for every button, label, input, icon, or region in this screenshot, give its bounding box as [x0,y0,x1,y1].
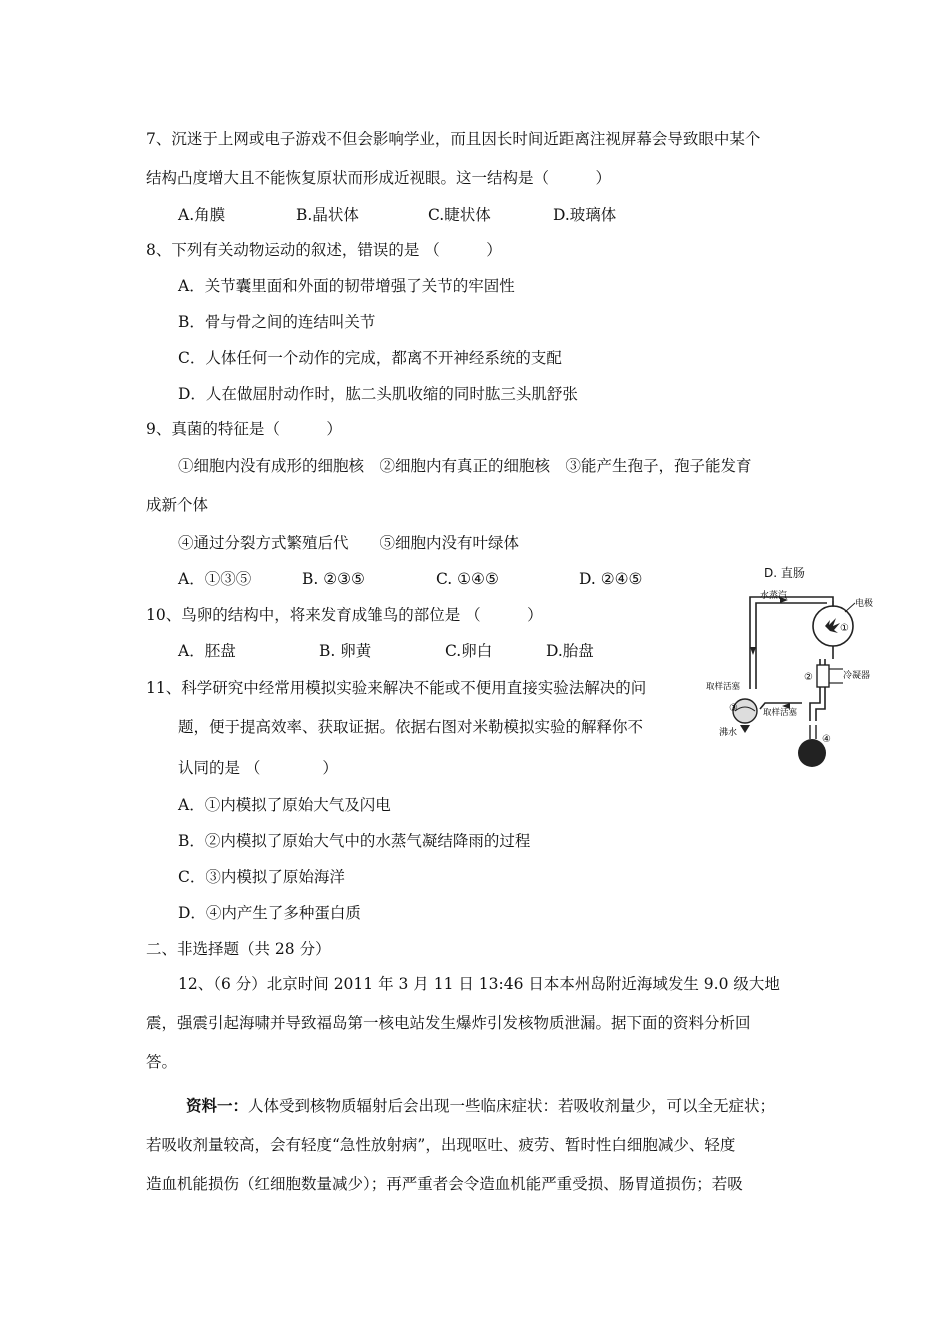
q7-option-a: A.角膜 [178,206,226,224]
material-1-label: 资料一： [186,1096,249,1115]
label-number-2: ② [804,672,813,683]
q11-stem-line1: 11、科学研究中经常用模拟实验来解决不能或不便用直接实验法解决的问 [146,679,647,697]
q7-stem-line1: 7、沉迷于上网或电子游戏不但会影响学业，而且因长时间近距离注视屏幕会导致眼中某个 [146,130,761,148]
label-condenser: 冷凝器 [843,671,871,681]
q9-option-c: C. ①④⑤ [436,570,499,588]
q12-stem-line1: 12、（6 分）北京时间 2011 年 3 月 11 日 13:46 日本本州岛附近海域发生 9.0 级大地 [178,975,780,993]
q11-option-b: B．②内模拟了原始大气中的水蒸气凝结降雨的过程 [178,832,531,850]
q10-stem: 10、鸟卵的结构中，将来发育成雏鸟的部位是 （ ） [146,606,543,624]
q7-stem-line2: 结构凸度增大且不能恢复原状而形成近视眼。这一结构是（ ） [146,169,612,187]
q10-option-b: B. 卵黄 [319,642,372,660]
material-1-text: 人体受到核物质辐射后会出现一些临床症状：若吸收剂量少，可以全无症状； [248,1097,776,1115]
arrow-up-icon [750,647,756,655]
condenser [817,665,829,687]
label-sampling-right: 取样活塞 [763,708,798,718]
q10-option-d: D.胎盘 [546,642,594,660]
q8-stem: 8、下列有关动物运动的叙述，错误的是 （ ） [146,241,502,259]
material-1-line3: 造血机能损伤（红细胞数量减少）；再严重者会令造血机能严重受损、肠胃道损伤；若吸 [146,1175,743,1193]
q12-stem-line3: 答。 [146,1053,178,1071]
section-2-title: 二、非选择题（共 28 分） [146,940,331,958]
label-number-3: ③ [729,703,738,714]
q7-option-b: B.晶状体 [296,206,359,224]
q9-option-b: B. ②③⑤ [302,570,365,588]
q10-option-a: A．胚盘 [178,642,236,660]
q9-option-a: A．①③⑤ [178,570,252,588]
q8-option-b: B．骨与骨之间的连结叫关节 [178,313,376,331]
material-1-line1 [186,1096,775,1116]
q11-stem-line3: 认同的是 （ ） [178,759,338,777]
q8-option-a: A．关节囊里面和外面的韧带增强了关节的牢固性 [178,277,515,295]
q9-option-d: D. ②④⑤ [579,570,643,588]
label-number-1: ① [840,623,849,634]
label-vapor: 水蒸汽 [760,591,788,601]
q11-option-a: A．①内模拟了原始大气及闪电 [178,796,391,814]
label-number-4: ④ [822,734,831,745]
q9-choices-line3: ④通过分裂方式繁殖后代 ⑤细胞内没有叶绿体 [178,534,520,552]
q10-option-c: C.卵白 [445,642,493,660]
stray-fragment-text: D. 直肠 [764,566,805,580]
label-boiling: 沸水 [719,728,738,738]
q9-stem: 9、真菌的特征是（ ） [146,420,342,438]
q9-choices-line1: ①细胞内没有成形的细胞核 ②细胞内有真正的细胞核 ③能产生孢子，孢子能发育 [178,457,752,475]
q12-stem-line2: 震，强震引起海啸并导致福岛第一核电站发生爆炸引发核物质泄漏。据下面的资料分析回 [146,1014,751,1032]
q11-option-d: D．④内产生了多种蛋白质 [178,904,361,922]
label-sampling-left: 取样活塞 [706,682,741,692]
q8-option-c: C．人体任何一个动作的完成，都离不开神经系统的支配 [178,349,562,367]
q11-option-c: C．③内模拟了原始海洋 [178,868,345,886]
material-1-line2: 若吸收剂量较高，会有轻度“急性放射病”，出现呕吐、疲劳、暂时性白细胞减少、轻度 [146,1136,736,1154]
q8-option-d: D．人在做屈肘动作时，肱二头肌收缩的同时肱三头肌舒张 [178,385,578,403]
label-electrode: 电极 [855,599,874,609]
miller-experiment-figure [705,585,895,785]
burner-icon [740,725,750,733]
q9-choices-line2: 成新个体 [146,496,209,514]
q7-option-d: D.玻璃体 [553,206,617,224]
q11-stem-line2: 题，便于提高效率、获取证据。依据右图对米勒模拟实验的解释你不 [178,718,644,736]
q7-option-c: C.睫状体 [428,206,491,224]
